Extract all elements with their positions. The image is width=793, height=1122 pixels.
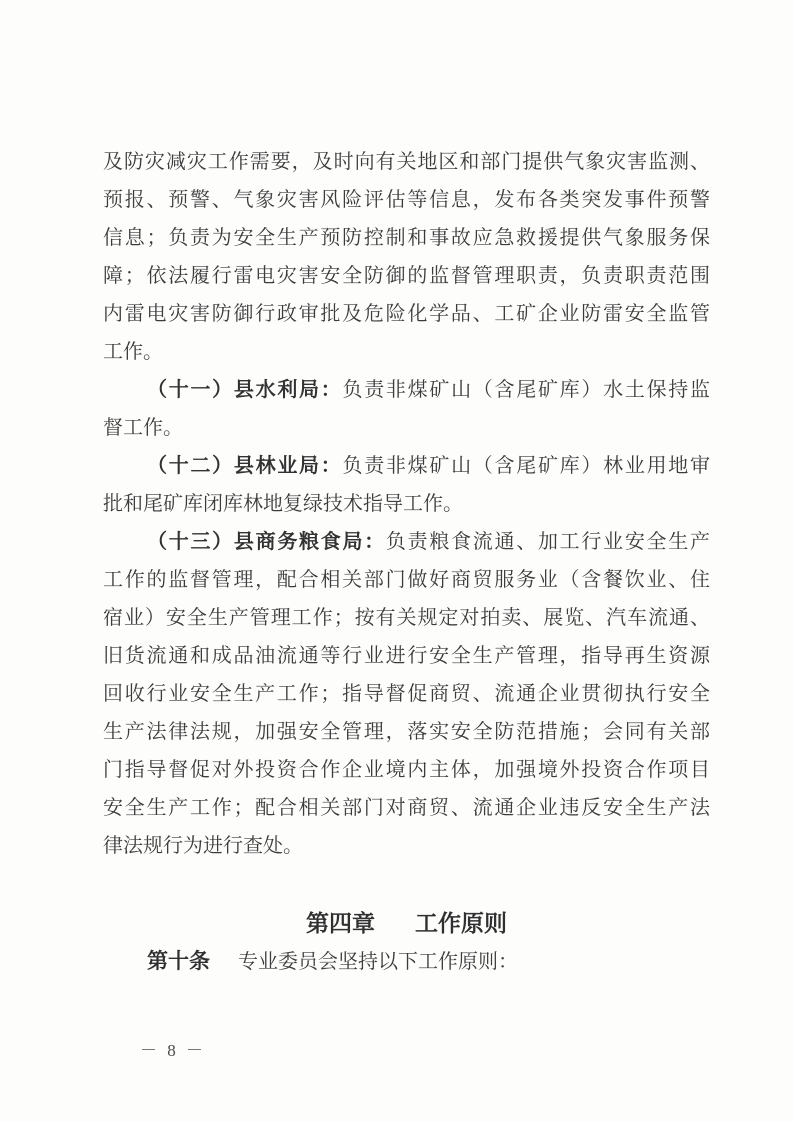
body-text-line: 律法规行为进行查处。	[103, 835, 303, 857]
clause-11-label: （十一）县水利局：	[147, 379, 343, 401]
body-text-line: 信息；负责为安全生产预防控制和事故应急救援提供气象服务保	[103, 227, 710, 249]
clause-12-text: 负责非煤矿山（含尾矿库）林业用地审	[342, 455, 711, 477]
blank-line	[103, 865, 710, 903]
body-text-line: 工作。	[103, 341, 163, 363]
body-text-line: 门指导督促对外投资合作企业境内主体，加强境外投资合作项目	[103, 759, 710, 781]
body-text-line: 工作的监督管理，配合相关部门做好商贸服务业（含餐饮业、住	[103, 569, 710, 591]
article-text: 专业委员会坚持以下工作原则：	[238, 951, 518, 973]
chapter-title: 工作原则	[415, 910, 507, 936]
article-line	[103, 943, 710, 981]
clause-13-label: （十三）县商务粮食局：	[147, 531, 386, 553]
body-text-line: 内雷电灾害防御行政审批及危险化学品、工矿企业防雷安全监管	[103, 303, 710, 325]
chapter-number: 第四章	[306, 910, 375, 936]
clause-13-line	[103, 523, 710, 561]
text-block	[103, 143, 710, 981]
clause-13-text: 负责粮食流通、加工行业安全生产	[385, 531, 711, 553]
body-text-line: 生产法律法规，加强安全管理，落实安全防范措施；会同有关部	[103, 721, 710, 743]
body-text-line: 预报、预警、气象灾害风险评估等信息，发布各类突发事件预警	[103, 189, 710, 211]
body-text-line: 安全生产工作；配合相关部门对商贸、流通企业违反安全生产法	[103, 797, 710, 819]
clause-12-line	[103, 447, 710, 485]
clause-11-text: 负责非煤矿山（含尾矿库）水土保持监	[342, 379, 711, 401]
body-text-line: 障；依法履行雷电灾害安全防御的监督管理职责，负责职责范围	[103, 265, 710, 287]
body-text-line: 督工作。	[103, 417, 183, 439]
clause-11-line	[103, 371, 710, 409]
body-text-line: 旧货流通和成品油流通等行业进行安全生产管理，指导再生资源	[103, 645, 710, 667]
chapter-heading	[103, 903, 710, 943]
body-text-line: 回收行业安全生产工作；指导督促商贸、流通企业贯彻执行安全	[103, 683, 710, 705]
body-text-line: 宿业）安全生产管理工作；按有关规定对拍卖、展览、汽车流通、	[103, 607, 710, 629]
article-label: 第十条	[147, 950, 210, 973]
body-text-line: 及防灾减灾工作需要，及时向有关地区和部门提供气象灾害监测、	[103, 151, 710, 173]
body-text-line: 批和尾矿库闭库林地复绿技术指导工作。	[103, 493, 463, 515]
page-number: － 8 －	[140, 1041, 206, 1060]
clause-12-label: （十二）县林业局：	[147, 455, 343, 477]
